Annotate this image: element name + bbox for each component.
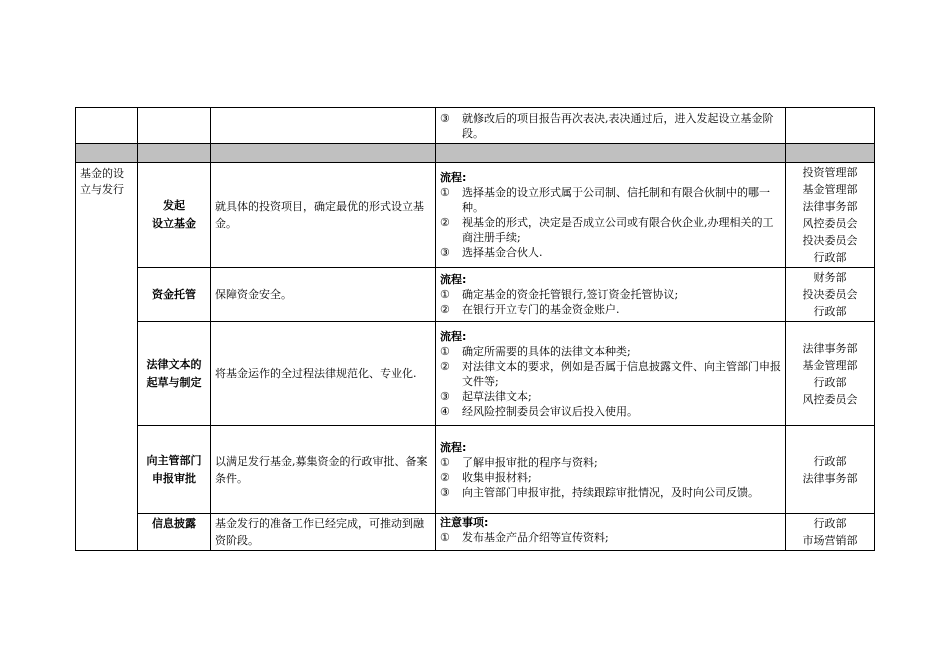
item-name-line: 申报审批 (152, 471, 196, 485)
step-number: ③ (440, 389, 450, 403)
step-text: 确定所需要的具体的法律文本种类; (462, 344, 631, 358)
department: 行政部 (813, 375, 847, 389)
step-number: ① (440, 344, 450, 358)
process-table (75, 107, 875, 551)
item-name-line: 起草与制定 (146, 375, 202, 389)
item-process (436, 268, 786, 322)
step-number: ④ (440, 404, 450, 418)
step-item (440, 404, 781, 419)
department: 基金管理部 (802, 358, 858, 372)
prev-goal-cell (211, 108, 436, 144)
step-item (440, 111, 781, 141)
department: 投资管理部 (802, 166, 858, 179)
step-item (440, 245, 781, 260)
item-name (138, 322, 211, 426)
department: 法律事务部 (802, 341, 858, 355)
process-heading: 注意事项: (440, 516, 489, 529)
item-goal: 保障资金安全。 (211, 268, 436, 322)
item-process (436, 322, 786, 426)
process-heading: 流程: (440, 171, 467, 184)
step-text: 发布基金产品介绍等宣传资料; (462, 531, 609, 544)
step-number: ③ (440, 111, 450, 125)
step-text: 起草法律文本; (462, 389, 532, 403)
step-text: 视基金的形式，决定是否成立公司或有限合伙企业,办理相关的工商注册手续; (462, 216, 774, 244)
step-number: ② (440, 359, 450, 373)
step-text: 收集申报材料; (462, 470, 532, 484)
table-row-report (76, 426, 875, 514)
department: 财务部 (813, 271, 847, 284)
step-item (440, 344, 781, 359)
step-number: ① (440, 531, 450, 544)
department: 法律事务部 (802, 471, 858, 485)
step-text: 了解申报审批的程序与资料; (462, 455, 598, 469)
step-text: 经风险控制委员会审议后投入使用。 (462, 404, 638, 418)
step-item (440, 530, 781, 545)
item-name-line: 法律文本的 (146, 357, 202, 371)
item-departments (786, 426, 875, 514)
step-text: 选择基金合伙人. (462, 246, 543, 259)
item-name-line: 设立基金 (152, 217, 196, 230)
department: 投决委员会 (802, 288, 858, 301)
item-departments (786, 514, 875, 551)
step-number: ② (440, 470, 450, 484)
item-name: 信息披露 (138, 514, 211, 551)
table-row-prev (76, 108, 875, 144)
department: 市场营销部 (802, 534, 858, 547)
step-number: ② (440, 216, 450, 229)
process-heading: 流程: (440, 329, 467, 343)
department: 行政部 (813, 517, 847, 530)
step-number: ③ (440, 246, 450, 259)
step-text: 在银行开立专门的基金资金账户. (462, 303, 620, 316)
item-process (436, 514, 786, 551)
department: 投决委员会 (802, 234, 858, 247)
prev-process-cell (436, 108, 786, 144)
table-row-disclosure (76, 514, 875, 551)
process-heading: 流程: (440, 273, 467, 286)
department: 风控委员会 (802, 217, 858, 230)
step-item (440, 470, 781, 485)
step-number: ① (440, 288, 450, 301)
item-departments (786, 322, 875, 426)
step-item (440, 287, 781, 302)
department: 行政部 (813, 251, 847, 264)
step-item (440, 485, 781, 500)
item-name (138, 163, 211, 268)
item-goal: 就具体的投资项目，确定最优的形式设立基金。 (211, 163, 436, 268)
step-item (440, 359, 781, 389)
step-item (440, 302, 781, 317)
department: 基金管理部 (802, 183, 858, 196)
prev-category-cell (76, 108, 138, 144)
item-name: 资金托管 (138, 268, 211, 322)
step-number: ② (440, 303, 450, 316)
step-text: 向主管部门申报审批，持续跟踪审批情况，及时向公司反馈。 (462, 485, 759, 499)
step-number: ① (440, 455, 450, 469)
table-row-custody (76, 268, 875, 322)
step-item (440, 215, 781, 245)
step-number: ③ (440, 485, 450, 499)
department: 行政部 (813, 305, 847, 318)
prev-dept-cell (786, 108, 875, 144)
separator-row (76, 144, 875, 163)
table-row-legal (76, 322, 875, 426)
item-departments (786, 268, 875, 322)
department: 行政部 (813, 454, 847, 468)
step-item (440, 455, 781, 470)
item-goal: 以满足发行基金,募集资金的行政审批、备案条件。 (211, 426, 436, 514)
step-text: 对法律文本的要求，例如是否属于信息披露文件、向主管部门申报文件等; (462, 359, 781, 388)
item-name-line: 发起 (163, 199, 185, 212)
item-name-line: 向主管部门 (146, 453, 202, 467)
step-item (440, 389, 781, 404)
process-heading: 流程: (440, 440, 467, 454)
step-item (440, 185, 781, 215)
item-name (138, 426, 211, 514)
item-process (436, 426, 786, 514)
step-number: ① (440, 186, 450, 199)
step-text: 就修改后的项目报告再次表决,表决通过后，进入发起设立基金阶段。 (462, 111, 774, 140)
prev-name-cell (138, 108, 211, 144)
table-row-setup (76, 163, 875, 268)
item-process (436, 163, 786, 268)
item-goal: 基金发行的准备工作已经完成，可推动到融资阶段。 (211, 514, 436, 551)
department: 法律事务部 (802, 200, 858, 213)
item-departments (786, 163, 875, 268)
item-goal: 将基金运作的全过程法律规范化、专业化. (211, 322, 436, 426)
category-cell: 基金的设立与发行 (76, 163, 138, 551)
department: 风控委员会 (802, 392, 858, 406)
step-text: 确定基金的资金托管银行,签订资金托管协议; (462, 288, 679, 301)
step-text: 选择基金的设立形式属于公司制、信托制和有限合伙制中的哪一种。 (462, 186, 770, 214)
